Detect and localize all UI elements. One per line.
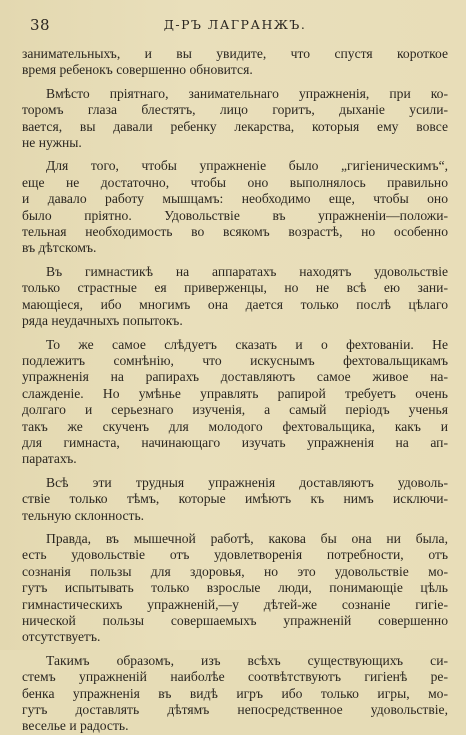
paragraph bbox=[22, 475, 448, 524]
text-line: отсутствуетъ. bbox=[22, 629, 101, 645]
text-line: паратахъ. bbox=[22, 451, 77, 467]
text-line: гутъ испытывать только взрослые люди, понимающіе цѣль bbox=[22, 580, 448, 596]
text-line: такъ же скученъ для молодого фехтовальщика, какъ и bbox=[22, 418, 448, 434]
page-number: 38 bbox=[30, 16, 51, 34]
paragraph bbox=[22, 653, 448, 735]
text-line: стемъ упражненій наиболѣе соотвѣтствуютъ гигіенѣ ре- bbox=[22, 669, 448, 685]
page-header bbox=[22, 14, 448, 40]
text-line: Въ гимнастикѣ на аппаратахъ находятъ удовольствіе bbox=[46, 263, 448, 279]
text-line: Всѣ эти трудныя упражненія доставляютъ удоволь- bbox=[46, 474, 448, 490]
text-line: время ребенокъ совершенно обновится. bbox=[22, 62, 253, 78]
text-line: подлежитъ сомнѣнію, что искуснымъ фехтовальщикамъ bbox=[22, 352, 448, 368]
text-line: бенка упражненія въ видѣ игръ ибо только игры, мо- bbox=[22, 685, 448, 701]
text-line: ствіе только тѣмъ, которые имѣютъ къ нимъ исключи- bbox=[22, 491, 448, 507]
text-line: упражненія на рапирахъ доставляютъ самое живое на- bbox=[22, 369, 448, 385]
text-line: мающіеся, ибо многимъ она дается только послѣ цѣлаго bbox=[22, 296, 448, 312]
text-line: Для того, чтобы упражненіе было „гигіеническимъ“, bbox=[46, 158, 448, 174]
body-text bbox=[22, 46, 448, 735]
paragraph bbox=[22, 86, 448, 152]
running-head: Д-РЪ ЛАГРАНЖЪ. bbox=[163, 17, 307, 32]
text-line: веселье и радость. bbox=[22, 718, 129, 734]
text-line: Правда, въ мышечной работѣ, какова бы она ни была, bbox=[46, 530, 448, 546]
text-line: Такимъ образомъ, изъ всѣхъ существующихъ си- bbox=[46, 652, 448, 668]
text-line: для гимнаста, начинающаго изучать упражненія на ап- bbox=[22, 434, 448, 450]
text-line: занимательныхъ, и вы увидите, что спустя короткое bbox=[22, 46, 448, 61]
text-line: вается, вы давали ребенку лекарства, которыя ему вовсе bbox=[22, 118, 448, 134]
text-line: тельную склонность. bbox=[22, 507, 145, 523]
text-line: было пріятно. Удовольствіе въ упражненіи—положи- bbox=[22, 207, 448, 223]
text-line: ряда неудачныхъ попытокъ. bbox=[22, 313, 183, 329]
text-line: нической пользы совершаемыхъ упражненій совершенно bbox=[22, 613, 448, 628]
text-line: въ дѣтскомъ. bbox=[22, 240, 97, 256]
text-line: только страстные ея приверженцы, но не всѣ ею зани- bbox=[22, 280, 448, 296]
text-line: долгаго и серьезнаго изученія, а самый періодъ ученья bbox=[22, 402, 448, 418]
paragraph bbox=[22, 337, 448, 468]
text-line: гимнастическихъ упражненій,—у дѣтей-же сознаніе гигіе- bbox=[22, 596, 448, 612]
paragraph bbox=[22, 158, 448, 256]
text-line: сознанія пользы для здоровья, но это удовольствіе мо- bbox=[22, 563, 448, 579]
text-line: и давало работу мышцамъ: необходимо еще, чтобы оно bbox=[22, 191, 448, 207]
paragraph bbox=[22, 46, 448, 79]
text-line: То же самое слѣдуетъ сказать и о фехтованіи. Не bbox=[46, 336, 448, 352]
text-line: торомъ глаза блестятъ, лицо горитъ, дыханіе усили- bbox=[22, 102, 448, 118]
text-line: Вмѣсто пріятнаго, занимательнаго упражненія, при ко- bbox=[46, 85, 448, 101]
text-line: гутъ доставлять дѣтямъ непосредственное удовольствіе, bbox=[22, 702, 448, 718]
paragraph bbox=[22, 264, 448, 330]
text-line: слажденіе. Но умѣнье управлять рапирой требуетъ очень bbox=[22, 385, 448, 401]
paragraph bbox=[22, 531, 448, 646]
text-line: есть удовольствіе отъ удовлетворенія потребности, отъ bbox=[22, 547, 448, 563]
text-line: еще не достаточно, чтобы оно выполнялось правильно bbox=[22, 174, 448, 190]
text-line: не нужны. bbox=[22, 135, 82, 151]
text-line: тельная необходимость во всякомъ возрастѣ, но особенно bbox=[22, 224, 448, 240]
